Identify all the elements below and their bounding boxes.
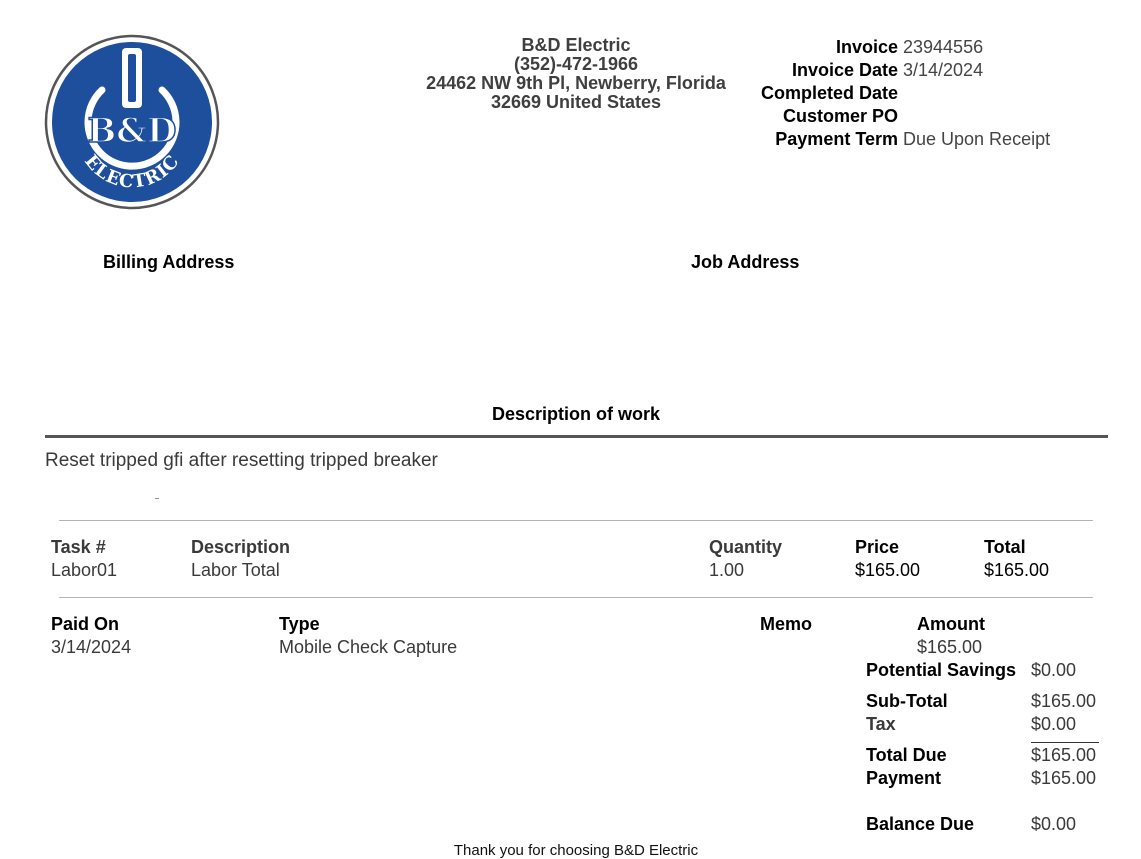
invoice-label: Invoice	[835, 37, 898, 57]
payment-date: 3/14/2024	[51, 637, 132, 657]
payments-header-type: Type	[279, 614, 320, 634]
invoice-number: 23944556	[903, 37, 984, 57]
tasks-header-price: Price	[855, 537, 900, 557]
payment-type: Mobile Check Capture	[279, 637, 458, 657]
payment-label: Payment	[866, 768, 942, 788]
potential-savings-value: $0.00	[1031, 660, 1077, 680]
balance-due-value: $0.00	[1031, 814, 1077, 834]
task-total: $165.00	[984, 560, 1050, 580]
payments-header-amount: Amount	[917, 614, 985, 634]
payment-amount: $165.00	[917, 637, 983, 657]
tasks-bottom-divider	[59, 597, 1093, 598]
description-divider	[45, 435, 1108, 438]
task-price: $165.00	[855, 560, 921, 580]
company-address-line2: 32669 United States	[490, 92, 662, 112]
task-id: Labor01	[51, 560, 118, 580]
tax-value: $0.00	[1031, 714, 1077, 734]
description-text: Reset tripped gfi after resetting tripped breaker	[45, 450, 438, 471]
company-name: B&D Electric	[521, 35, 631, 55]
job-address-heading: Job Address	[691, 252, 800, 272]
logo-subtext: ELECTRIC	[80, 150, 184, 193]
invoice-date: 3/14/2024	[903, 60, 984, 80]
company-info	[400, 36, 752, 112]
tasks-header-task: Task #	[51, 537, 106, 557]
tasks-top-divider	[59, 520, 1093, 521]
payment-term-label: Payment Term	[775, 129, 898, 149]
company-address-line1: 24462 NW 9th Pl, Newberry, Florida	[426, 73, 726, 93]
subtotal-label: Sub-Total	[866, 691, 948, 711]
total-due-value: $165.00	[1031, 745, 1097, 765]
total-divider	[1031, 742, 1099, 743]
customer-po-label: Customer PO	[782, 106, 898, 126]
balance-due-label: Balance Due	[866, 814, 975, 834]
invoice-date-label: Invoice Date	[791, 60, 898, 80]
logo-text: B&D	[87, 111, 177, 151]
description-heading: Description of work	[491, 404, 661, 424]
payments-header-paid-on: Paid On	[51, 614, 120, 634]
stray-mark	[155, 498, 159, 499]
payments-header-memo: Memo	[760, 614, 813, 634]
company-logo	[44, 34, 220, 210]
subtotal-value: $165.00	[1031, 691, 1097, 711]
payment-term: Due Upon Receipt	[903, 129, 1051, 149]
task-quantity: 1.00	[709, 560, 745, 580]
tasks-header-total: Total	[984, 537, 1026, 557]
tasks-header-description: Description	[191, 537, 291, 557]
payment-value: $165.00	[1031, 768, 1097, 788]
total-due-label: Total Due	[866, 745, 947, 765]
tasks-header-quantity: Quantity	[709, 537, 783, 557]
footer-thanks: Thank you for choosing B&D Electric	[453, 842, 699, 859]
billing-address-heading: Billing Address	[103, 252, 235, 272]
task-description: Labor Total	[191, 560, 280, 580]
completed-date-label: Completed Date	[760, 83, 898, 103]
potential-savings-label: Potential Savings	[866, 660, 1017, 680]
tax-label: Tax	[866, 714, 896, 734]
company-phone: (352)-472-1966	[513, 54, 639, 74]
